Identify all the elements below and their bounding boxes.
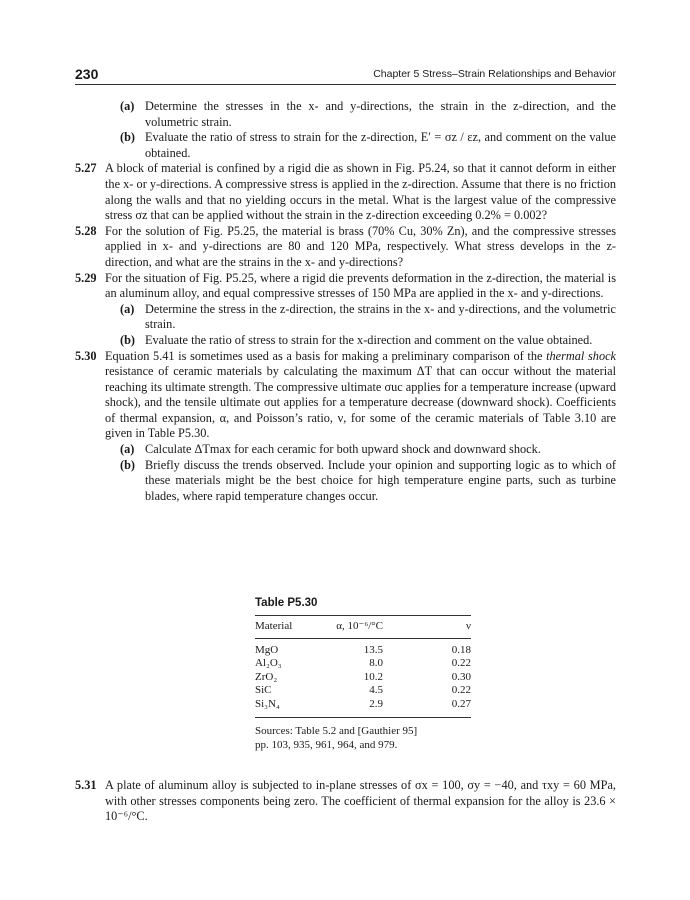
- nu-cell: 0.22: [451, 657, 471, 670]
- part-label: (b): [120, 130, 136, 145]
- sources-line: pp. 103, 935, 961, 964, and 979.: [255, 738, 398, 751]
- table-row: [255, 657, 471, 671]
- nu-cell: 0.30: [451, 670, 471, 683]
- page-header: [75, 66, 616, 86]
- alpha-cell: 4.5: [369, 684, 383, 697]
- nu-cell: 0.27: [451, 697, 471, 710]
- problem-5-27: [75, 161, 616, 223]
- problem-5-26-part-a: [75, 99, 616, 130]
- problem-5-28: [75, 224, 616, 271]
- header-rule: [75, 84, 616, 85]
- emphasis-thermal-shock: thermal shock: [546, 348, 617, 363]
- alpha-cell: 8.0: [369, 657, 383, 670]
- part-label: (b): [120, 332, 136, 347]
- alpha-cell: 10.2: [363, 670, 383, 683]
- alpha-cell: 2.9: [369, 697, 383, 710]
- alpha-cell: 13.5: [363, 643, 383, 656]
- problem-5-26-part-b: [75, 130, 616, 161]
- problem-statement-rest: resistance of ceramic materials by calculating the maximum ΔT that can occur without the material reaching its ultimate strength. The compressive ultimate σuc applies for a temperature increase (upward shock), and the tensile ultimate σut applies for a temperature decrease (downward shock). Coefficients of thermal expansion, α, and Poisson’s ratio, ν, for some of the ceramic materials of Table 3.10 are given in Table P5.30.: [105, 364, 616, 441]
- table-header-row: [255, 616, 471, 639]
- running-head: Chapter 5 Stress–Strain Relationships and Behavior: [373, 68, 616, 80]
- table-row: [255, 698, 471, 717]
- problem-5-29: [75, 271, 616, 302]
- part-text: Calculate ΔTmax for each ceramic for both upward shock and downward shock.: [145, 442, 541, 457]
- problem-5-30-part-b: [75, 458, 616, 505]
- problem-number: 5.29: [75, 270, 97, 285]
- problem-5-29-part-a: [75, 302, 616, 333]
- problem-5-31: [75, 778, 616, 825]
- problem-statement: For the situation of Fig. P5.25, where a rigid die prevents deformation in the z-direction, the material is an aluminum alloy, and equal compressive stresses of 150 MPa are applied in the x- and y-directions.: [105, 270, 616, 301]
- material-cell: MgO: [255, 643, 279, 656]
- problem-statement-start: Equation 5.41 is sometimes used as a basis for making a preliminary comparison of the: [105, 348, 547, 363]
- problem-number: 5.30: [75, 348, 97, 363]
- page-number: 230: [75, 66, 99, 82]
- material-cell: Al₂O₃: [255, 657, 282, 670]
- part-text: Evaluate the ratio of stress to strain for the x-direction and comment on the value obtained.: [145, 332, 593, 347]
- material-cell: ZrO₂: [255, 670, 278, 683]
- part-label: (a): [120, 442, 135, 457]
- table-row: [255, 638, 471, 657]
- table-row: [255, 684, 471, 698]
- problem-statement: A block of material is confined by a rigid die as shown in Fig. P5.24, so that it cannot deform in either the x- or y-directions. A compressive stress is applied in the z-direction. Assume that there is no friction along the walls and that no yielding occurs in the metal. What is the largest value of the compressive stress σz that can be applied without the strain in the z-direction exceeding 0.2% = 0.002?: [105, 161, 616, 223]
- part-label: (b): [120, 457, 136, 472]
- problem-number: 5.27: [75, 161, 97, 176]
- nu-cell: 0.22: [451, 684, 471, 697]
- sources-line: Sources: Table 5.2 and [Gauthier 95]: [255, 724, 418, 737]
- problem-5-29-part-b: [75, 333, 616, 349]
- part-text: Determine the stress in the z-direction, the strains in the x- and y-directions, and the volumetric strain.: [145, 301, 616, 332]
- problem-text: [75, 99, 616, 504]
- problem-5-31-container: [75, 778, 616, 825]
- part-text: Determine the stresses in the x- and y-directions, the strain in the z-direction, and the volumetric strain.: [145, 99, 616, 129]
- material-cell: Si₃N₄: [255, 697, 280, 710]
- problem-5-30: [75, 349, 616, 443]
- part-text: Briefly discuss the trends observed. Include your opinion and supporting logic as to which of these materials might be the best choice for high temperature engine parts, such as turbine blades, where rapid temperature changes occur.: [145, 457, 616, 503]
- part-label: (a): [120, 99, 135, 113]
- part-label: (a): [120, 301, 135, 316]
- table-bottom-rule: [255, 717, 471, 718]
- table-p5-30: [255, 597, 471, 752]
- part-text: Evaluate the ratio of stress to strain for the z-direction, E′ = σz / εz, and comment on the value obtained.: [145, 130, 616, 160]
- problem-number: 5.31: [75, 778, 97, 792]
- problem-statement: For the solution of Fig. P5.25, the material is brass (70% Cu, 30% Zn), and the compressive stresses applied in x- and y-directions are 80 and 120 MPa, respectively. What stress develops in the z-direction, and what are the strains in the x- and y-directions?: [105, 223, 616, 269]
- table-title: Table P5.30: [255, 597, 318, 609]
- column-header-alpha: α, 10⁻⁶/°C: [336, 620, 383, 632]
- nu-cell: 0.18: [451, 643, 471, 656]
- table-row: [255, 671, 471, 685]
- table-sources: [255, 724, 471, 752]
- problem-number: 5.28: [75, 223, 97, 238]
- problem-statement: A plate of aluminum alloy is subjected to in-plane stresses of σx = 100, σy = −40, and τxy = 60 MPa, with other stresses components being zero. The coefficient of thermal expansion for the alloy is 23.6 × 10⁻⁶/°C.: [105, 778, 616, 824]
- material-cell: SiC: [255, 684, 272, 697]
- problem-5-30-part-a: [75, 442, 616, 458]
- column-header-material: Material: [255, 620, 293, 632]
- data-table: [255, 615, 471, 717]
- column-header-nu: ν: [466, 620, 471, 632]
